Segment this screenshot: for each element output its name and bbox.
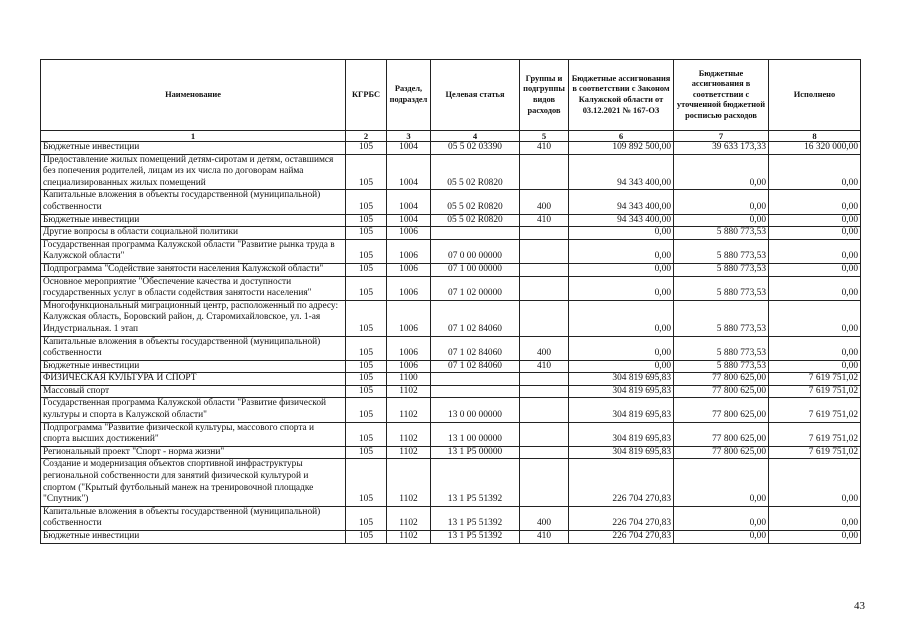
target-article-cell: 07 1 02 84060	[431, 336, 520, 360]
target-article-cell: 13 1 00 00000	[431, 422, 520, 446]
col-header-target-article: Целевая статья	[431, 60, 520, 131]
expense-type-cell	[520, 263, 569, 276]
table-row	[41, 398, 861, 422]
expense-type-cell	[520, 373, 569, 386]
table-row	[41, 360, 861, 373]
row-name-cell: Другие вопросы в области социальной политики	[41, 227, 346, 240]
law-allocation-cell: 226 704 270,83	[569, 531, 674, 544]
revised-allocation-cell: 0,00	[674, 459, 769, 506]
kgrbs-cell: 105	[346, 459, 387, 506]
section-cell: 1102	[387, 398, 431, 422]
target-article-cell: 13 1 P5 51392	[431, 506, 520, 530]
revised-allocation-cell: 77 800 625,00	[674, 446, 769, 459]
section-cell: 1006	[387, 360, 431, 373]
target-article-cell: 07 1 02 84060	[431, 300, 520, 336]
table-row	[41, 459, 861, 506]
revised-allocation-cell: 77 800 625,00	[674, 385, 769, 398]
section-cell: 1100	[387, 373, 431, 386]
col-header-section: Раздел, подраздел	[387, 60, 431, 131]
revised-allocation-cell: 5 880 773,53	[674, 239, 769, 263]
table-row	[41, 142, 861, 155]
kgrbs-cell: 105	[346, 531, 387, 544]
revised-allocation-cell: 0,00	[674, 506, 769, 530]
expense-type-cell	[520, 459, 569, 506]
executed-cell: 0,00	[769, 300, 861, 336]
kgrbs-cell: 105	[346, 398, 387, 422]
col-number: 1	[41, 131, 346, 142]
executed-cell: 7 619 751,02	[769, 422, 861, 446]
kgrbs-cell: 105	[346, 154, 387, 190]
kgrbs-cell: 105	[346, 385, 387, 398]
section-cell: 1102	[387, 385, 431, 398]
kgrbs-cell: 105	[346, 422, 387, 446]
col-header-name: Наименование	[41, 60, 346, 131]
executed-cell: 0,00	[769, 227, 861, 240]
target-article-cell: 13 1 P5 51392	[431, 459, 520, 506]
target-article-cell: 07 1 02 00000	[431, 276, 520, 300]
table-row	[41, 506, 861, 530]
target-article-cell: 13 0 00 00000	[431, 398, 520, 422]
section-cell: 1006	[387, 263, 431, 276]
expense-type-cell	[520, 385, 569, 398]
revised-allocation-cell: 5 880 773,53	[674, 360, 769, 373]
target-article-cell: 13 1 P5 00000	[431, 446, 520, 459]
executed-cell: 0,00	[769, 263, 861, 276]
target-article-cell	[431, 373, 520, 386]
col-header-kgrbs: КГРБС	[346, 60, 387, 131]
section-cell: 1102	[387, 446, 431, 459]
table-row	[41, 336, 861, 360]
law-allocation-cell: 0,00	[569, 263, 674, 276]
revised-allocation-cell: 5 880 773,53	[674, 300, 769, 336]
executed-cell: 0,00	[769, 239, 861, 263]
law-allocation-cell: 304 819 695,83	[569, 446, 674, 459]
section-cell: 1006	[387, 239, 431, 263]
kgrbs-cell: 105	[346, 276, 387, 300]
expense-type-cell	[520, 227, 569, 240]
law-allocation-cell: 94 343 400,00	[569, 214, 674, 227]
budget-table	[40, 59, 861, 544]
row-name-cell: Многофункциональный миграционный центр, расположенный по адресу: Калужская область, Боровский район, д. Старомихайловское, ул. 1-ая Индустриальная. 1 этап	[41, 300, 346, 336]
law-allocation-cell: 0,00	[569, 227, 674, 240]
executed-cell: 0,00	[769, 190, 861, 214]
executed-cell: 7 619 751,02	[769, 446, 861, 459]
target-article-cell	[431, 385, 520, 398]
section-cell: 1102	[387, 422, 431, 446]
target-article-cell	[431, 227, 520, 240]
executed-cell: 7 619 751,02	[769, 373, 861, 386]
expense-type-cell	[520, 300, 569, 336]
row-name-cell: ФИЗИЧЕСКАЯ КУЛЬТУРА И СПОРТ	[41, 373, 346, 386]
row-name-cell: Создание и модернизация объектов спортивной инфраструктуры региональной собственности для занятий физической культурой и спортом ("Крытый футбольный манеж на тренировочной площадке "Спутник")	[41, 459, 346, 506]
law-allocation-cell: 94 343 400,00	[569, 190, 674, 214]
table-row	[41, 446, 861, 459]
table-row	[41, 263, 861, 276]
law-allocation-cell: 109 892 500,00	[569, 142, 674, 155]
kgrbs-cell: 105	[346, 373, 387, 386]
revised-allocation-cell: 0,00	[674, 531, 769, 544]
executed-cell: 0,00	[769, 336, 861, 360]
law-allocation-cell: 0,00	[569, 360, 674, 373]
target-article-cell: 05 5 02 03390	[431, 142, 520, 155]
revised-allocation-cell: 5 880 773,53	[674, 263, 769, 276]
kgrbs-cell: 105	[346, 336, 387, 360]
col-number: 4	[431, 131, 520, 142]
section-cell: 1006	[387, 336, 431, 360]
expense-type-cell	[520, 422, 569, 446]
expense-type-cell	[520, 239, 569, 263]
executed-cell: 0,00	[769, 531, 861, 544]
revised-allocation-cell: 0,00	[674, 190, 769, 214]
section-cell: 1004	[387, 214, 431, 227]
row-name-cell: Капитальные вложения в объекты государственной (муниципальной) собственности	[41, 190, 346, 214]
col-number: 5	[520, 131, 569, 142]
expense-type-cell	[520, 446, 569, 459]
col-header-expense-type: Группы и подгруппы видов расходов	[520, 60, 569, 131]
col-header-revised-allocations: Бюджетные ассигнования в соответствии с уточненной бюджетной росписью расходов	[674, 60, 769, 131]
revised-allocation-cell: 5 880 773,53	[674, 336, 769, 360]
target-article-cell: 07 0 00 00000	[431, 239, 520, 263]
row-name-cell: Государственная программа Калужской области "Развитие рынка труда в Калужской области"	[41, 239, 346, 263]
law-allocation-cell: 304 819 695,83	[569, 385, 674, 398]
revised-allocation-cell: 5 880 773,53	[674, 227, 769, 240]
law-allocation-cell: 226 704 270,83	[569, 459, 674, 506]
row-name-cell: Предоставление жилых помещений детям-сиротам и детям, оставшимся без попечения родителей, лицам из их числа по договорам найма специализированных жилых помещений	[41, 154, 346, 190]
section-cell: 1004	[387, 142, 431, 155]
row-name-cell: Региональный проект "Спорт - норма жизни"	[41, 446, 346, 459]
expense-type-cell	[520, 398, 569, 422]
revised-allocation-cell: 77 800 625,00	[674, 422, 769, 446]
table-row	[41, 422, 861, 446]
table-row	[41, 190, 861, 214]
table-row	[41, 227, 861, 240]
table-body	[41, 142, 861, 544]
target-article-cell: 05 5 02 R0820	[431, 154, 520, 190]
law-allocation-cell: 94 343 400,00	[569, 154, 674, 190]
executed-cell: 0,00	[769, 214, 861, 227]
kgrbs-cell: 105	[346, 360, 387, 373]
section-cell: 1006	[387, 227, 431, 240]
executed-cell: 7 619 751,02	[769, 398, 861, 422]
table-row	[41, 385, 861, 398]
row-name-cell: Государственная программа Калужской области "Развитие физической культуры и спорта в Калужской области"	[41, 398, 346, 422]
expense-type-cell	[520, 276, 569, 300]
row-name-cell: Бюджетные инвестиции	[41, 142, 346, 155]
row-name-cell: Основное мероприятие "Обеспечение качества и доступности государственных услуг в области содействия занятости населения"	[41, 276, 346, 300]
section-cell: 1004	[387, 154, 431, 190]
law-allocation-cell: 0,00	[569, 276, 674, 300]
kgrbs-cell: 105	[346, 214, 387, 227]
row-name-cell: Бюджетные инвестиции	[41, 531, 346, 544]
revised-allocation-cell: 77 800 625,00	[674, 398, 769, 422]
page-number: 43	[854, 600, 865, 612]
executed-cell: 0,00	[769, 506, 861, 530]
col-header-executed: Исполнено	[769, 60, 861, 131]
section-cell: 1004	[387, 190, 431, 214]
kgrbs-cell: 105	[346, 300, 387, 336]
col-number: 8	[769, 131, 861, 142]
row-name-cell: Подпрограмма "Развитие физической культуры, массового спорта и спорта высших достижений"	[41, 422, 346, 446]
executed-cell: 0,00	[769, 276, 861, 300]
section-cell: 1102	[387, 531, 431, 544]
target-article-cell: 07 1 00 00000	[431, 263, 520, 276]
executed-cell: 0,00	[769, 459, 861, 506]
table-row	[41, 239, 861, 263]
col-number: 6	[569, 131, 674, 142]
law-allocation-cell: 0,00	[569, 300, 674, 336]
kgrbs-cell: 105	[346, 190, 387, 214]
row-name-cell: Бюджетные инвестиции	[41, 214, 346, 227]
section-cell: 1006	[387, 300, 431, 336]
table-row	[41, 214, 861, 227]
revised-allocation-cell: 39 633 173,33	[674, 142, 769, 155]
law-allocation-cell: 0,00	[569, 336, 674, 360]
row-name-cell: Бюджетные инвестиции	[41, 360, 346, 373]
kgrbs-cell: 105	[346, 263, 387, 276]
col-number: 2	[346, 131, 387, 142]
table-row	[41, 373, 861, 386]
kgrbs-cell: 105	[346, 506, 387, 530]
kgrbs-cell: 105	[346, 142, 387, 155]
expense-type-cell	[520, 154, 569, 190]
revised-allocation-cell: 0,00	[674, 154, 769, 190]
kgrbs-cell: 105	[346, 227, 387, 240]
target-article-cell: 05 5 02 R0820	[431, 190, 520, 214]
executed-cell: 0,00	[769, 360, 861, 373]
section-cell: 1102	[387, 459, 431, 506]
row-name-cell: Капитальные вложения в объекты государственной (муниципальной) собственности	[41, 506, 346, 530]
column-number-row	[41, 131, 861, 142]
target-article-cell: 05 5 02 R0820	[431, 214, 520, 227]
row-name-cell: Массовый спорт	[41, 385, 346, 398]
table-row	[41, 154, 861, 190]
target-article-cell: 07 1 02 84060	[431, 360, 520, 373]
law-allocation-cell: 226 704 270,83	[569, 506, 674, 530]
table-row	[41, 531, 861, 544]
expense-type-cell: 400	[520, 190, 569, 214]
revised-allocation-cell: 5 880 773,53	[674, 276, 769, 300]
kgrbs-cell: 105	[346, 446, 387, 459]
section-cell: 1006	[387, 276, 431, 300]
law-allocation-cell: 304 819 695,83	[569, 398, 674, 422]
header-row	[41, 60, 861, 131]
expense-type-cell: 410	[520, 360, 569, 373]
executed-cell: 0,00	[769, 154, 861, 190]
revised-allocation-cell: 77 800 625,00	[674, 373, 769, 386]
law-allocation-cell: 304 819 695,83	[569, 422, 674, 446]
executed-cell: 7 619 751,02	[769, 385, 861, 398]
revised-allocation-cell: 0,00	[674, 214, 769, 227]
expense-type-cell: 410	[520, 142, 569, 155]
col-header-law-allocations: Бюджетные ассигнования в соответствии с Законом Калужской области от 03.12.2021 № 167-ОЗ	[569, 60, 674, 131]
expense-type-cell: 400	[520, 506, 569, 530]
row-name-cell: Подпрограмма "Содействие занятости населения Калужской области"	[41, 263, 346, 276]
law-allocation-cell: 304 819 695,83	[569, 373, 674, 386]
col-number: 3	[387, 131, 431, 142]
law-allocation-cell: 0,00	[569, 239, 674, 263]
col-number: 7	[674, 131, 769, 142]
row-name-cell: Капитальные вложения в объекты государственной (муниципальной) собственности	[41, 336, 346, 360]
section-cell: 1102	[387, 506, 431, 530]
table-row	[41, 300, 861, 336]
target-article-cell: 13 1 P5 51392	[431, 531, 520, 544]
expense-type-cell: 400	[520, 336, 569, 360]
kgrbs-cell: 105	[346, 239, 387, 263]
executed-cell: 16 320 000,00	[769, 142, 861, 155]
expense-type-cell: 410	[520, 531, 569, 544]
expense-type-cell: 410	[520, 214, 569, 227]
table-row	[41, 276, 861, 300]
